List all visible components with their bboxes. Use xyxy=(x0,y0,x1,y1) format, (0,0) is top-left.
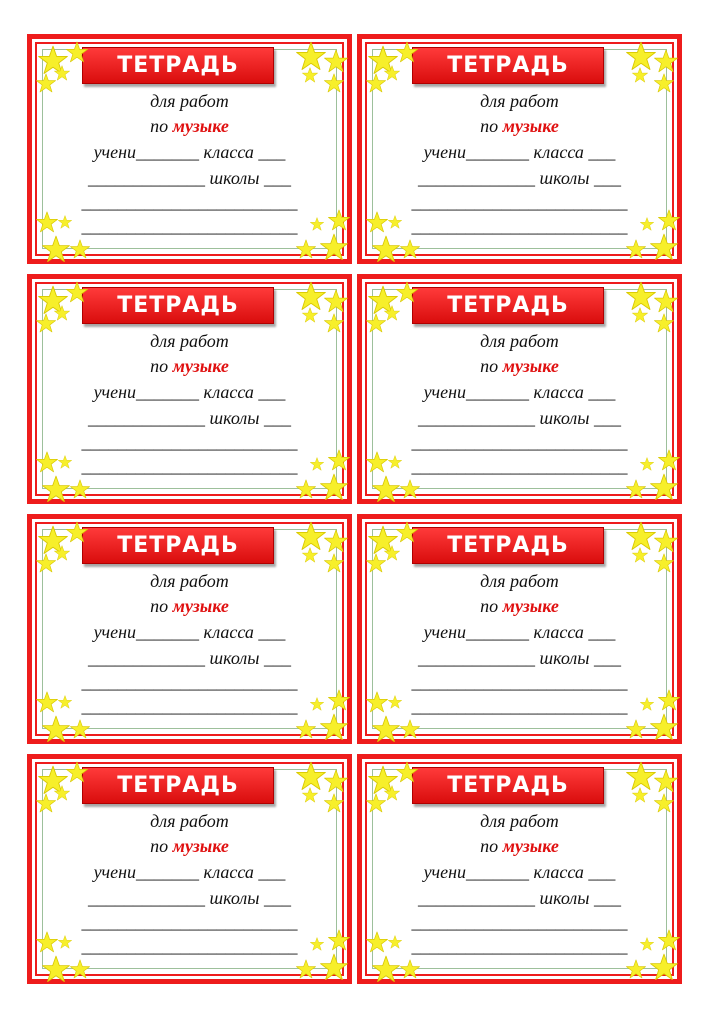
purpose-line: для работ xyxy=(150,331,229,351)
star-icon xyxy=(366,691,388,713)
name-line: ________________________ xyxy=(81,216,298,236)
star-icon xyxy=(302,67,318,83)
star-icon xyxy=(328,689,350,711)
star-icon xyxy=(320,233,348,261)
purpose-line: для работ xyxy=(150,571,229,591)
star-icon xyxy=(650,233,678,261)
star-icon xyxy=(388,455,402,469)
star-icon xyxy=(654,529,678,553)
title-banner xyxy=(412,527,604,564)
name-line: ________________________ xyxy=(411,192,628,212)
label-title: ТЕТРАДЬ xyxy=(117,53,239,78)
star-icon xyxy=(324,529,348,553)
star-icon xyxy=(324,769,348,793)
name-line: ________________________ xyxy=(411,912,628,932)
notebook-label xyxy=(357,754,682,984)
subject-name: музыке xyxy=(172,116,229,136)
star-icon xyxy=(640,937,654,951)
subject-line: по музыке xyxy=(150,836,229,856)
star-icon xyxy=(54,785,70,801)
star-icon xyxy=(328,929,350,951)
star-icon xyxy=(66,281,88,303)
star-icon xyxy=(654,553,674,573)
star-icon xyxy=(366,313,386,333)
school-line: _____________ школы ___ xyxy=(88,888,291,908)
star-icon xyxy=(396,761,418,783)
star-icon xyxy=(388,935,402,949)
subject-name: музыке xyxy=(502,596,559,616)
star-icon xyxy=(324,313,344,333)
star-icon xyxy=(366,211,388,233)
star-icon xyxy=(302,787,318,803)
label-title: ТЕТРАДЬ xyxy=(447,533,569,558)
star-icon xyxy=(632,787,648,803)
star-icon xyxy=(66,521,88,543)
school-line: _____________ школы ___ xyxy=(88,168,291,188)
star-icon xyxy=(70,719,90,739)
star-icon xyxy=(310,457,324,471)
school-line: _____________ школы ___ xyxy=(88,648,291,668)
star-icon xyxy=(302,547,318,563)
purpose-line: для работ xyxy=(150,811,229,831)
star-icon xyxy=(640,217,654,231)
title-banner xyxy=(82,767,274,804)
title-banner xyxy=(412,767,604,804)
school-line: _____________ школы ___ xyxy=(418,168,621,188)
star-icon xyxy=(366,73,386,93)
star-icon xyxy=(396,281,418,303)
star-icon xyxy=(42,235,70,263)
star-icon xyxy=(632,547,648,563)
star-icon xyxy=(42,715,70,743)
star-icon xyxy=(372,955,400,983)
star-icon xyxy=(654,313,674,333)
star-icon xyxy=(650,473,678,501)
star-icon xyxy=(396,41,418,63)
star-icon xyxy=(384,65,400,81)
star-icon xyxy=(366,931,388,953)
star-icon xyxy=(658,209,680,231)
subject-line: по музыке xyxy=(480,356,559,376)
school-line: _____________ школы ___ xyxy=(88,408,291,428)
star-icon xyxy=(654,793,674,813)
star-icon xyxy=(54,545,70,561)
star-icon xyxy=(324,289,348,313)
star-icon xyxy=(70,959,90,979)
star-icon xyxy=(384,545,400,561)
star-icon xyxy=(36,313,56,333)
notebook-label xyxy=(27,514,352,744)
student-class-line: учени_______ класса ___ xyxy=(423,382,616,402)
school-line: _____________ школы ___ xyxy=(418,408,621,428)
name-line: ________________________ xyxy=(81,912,298,932)
purpose-line: для работ xyxy=(480,331,559,351)
star-icon xyxy=(70,479,90,499)
student-class-line: учени_______ класса ___ xyxy=(93,862,286,882)
subject-line: по музыке xyxy=(480,836,559,856)
subject-name: музыке xyxy=(502,116,559,136)
star-icon xyxy=(324,49,348,73)
subject-line: по музыке xyxy=(480,596,559,616)
name-line: ________________________ xyxy=(411,216,628,236)
subject-line: по музыке xyxy=(480,116,559,136)
student-class-line: учени_______ класса ___ xyxy=(93,382,286,402)
star-icon xyxy=(384,785,400,801)
star-icon xyxy=(400,959,420,979)
star-icon xyxy=(310,217,324,231)
star-icon xyxy=(626,959,646,979)
name-line: ________________________ xyxy=(81,456,298,476)
star-icon xyxy=(328,449,350,471)
star-icon xyxy=(296,239,316,259)
star-icon xyxy=(36,73,56,93)
star-icon xyxy=(388,695,402,709)
star-icon xyxy=(372,475,400,503)
subject-name: музыке xyxy=(172,836,229,856)
name-line: ________________________ xyxy=(411,672,628,692)
subject-name: музыке xyxy=(172,356,229,376)
star-icon xyxy=(296,959,316,979)
label-title: ТЕТРАДЬ xyxy=(117,293,239,318)
star-icon xyxy=(366,793,386,813)
label-title: ТЕТРАДЬ xyxy=(447,53,569,78)
star-icon xyxy=(626,239,646,259)
star-icon xyxy=(36,931,58,953)
name-line: ________________________ xyxy=(81,192,298,212)
notebook-label xyxy=(357,34,682,264)
star-icon xyxy=(320,473,348,501)
label-title: ТЕТРАДЬ xyxy=(447,773,569,798)
star-icon xyxy=(310,697,324,711)
subject-line: по музыке xyxy=(150,116,229,136)
subject-name: музыке xyxy=(502,836,559,856)
star-icon xyxy=(324,73,344,93)
notebook-label xyxy=(357,514,682,744)
star-icon xyxy=(626,479,646,499)
label-title: ТЕТРАДЬ xyxy=(117,533,239,558)
title-banner xyxy=(412,287,604,324)
notebook-label xyxy=(27,34,352,264)
star-icon xyxy=(66,761,88,783)
student-class-line: учени_______ класса ___ xyxy=(423,142,616,162)
star-icon xyxy=(650,713,678,741)
star-icon xyxy=(388,215,402,229)
star-icon xyxy=(36,691,58,713)
school-line: _____________ школы ___ xyxy=(418,888,621,908)
star-icon xyxy=(320,953,348,981)
title-banner xyxy=(82,47,274,84)
star-icon xyxy=(654,49,678,73)
name-line: ________________________ xyxy=(411,696,628,716)
star-icon xyxy=(296,479,316,499)
notebook-label xyxy=(27,754,352,984)
subject-line: по музыке xyxy=(150,596,229,616)
label-title: ТЕТРАДЬ xyxy=(447,293,569,318)
star-icon xyxy=(42,475,70,503)
star-icon xyxy=(366,451,388,473)
star-icon xyxy=(324,793,344,813)
name-line: ________________________ xyxy=(411,456,628,476)
star-icon xyxy=(324,553,344,573)
star-icon xyxy=(54,65,70,81)
star-icon xyxy=(632,307,648,323)
purpose-line: для работ xyxy=(480,91,559,111)
notebook-label xyxy=(27,274,352,504)
purpose-line: для работ xyxy=(480,811,559,831)
star-icon xyxy=(58,215,72,229)
star-icon xyxy=(54,305,70,321)
student-class-line: учени_______ класса ___ xyxy=(93,622,286,642)
star-icon xyxy=(650,953,678,981)
star-icon xyxy=(654,73,674,93)
star-icon xyxy=(400,719,420,739)
star-icon xyxy=(58,455,72,469)
star-icon xyxy=(36,451,58,473)
star-icon xyxy=(372,235,400,263)
star-icon xyxy=(70,239,90,259)
star-icon xyxy=(310,937,324,951)
student-class-line: учени_______ класса ___ xyxy=(423,622,616,642)
title-banner xyxy=(82,287,274,324)
star-icon xyxy=(58,935,72,949)
name-line: ________________________ xyxy=(81,696,298,716)
star-icon xyxy=(632,67,648,83)
star-icon xyxy=(36,211,58,233)
name-line: ________________________ xyxy=(81,672,298,692)
star-icon xyxy=(372,715,400,743)
star-icon xyxy=(658,929,680,951)
student-class-line: учени_______ класса ___ xyxy=(93,142,286,162)
name-line: ________________________ xyxy=(81,936,298,956)
star-icon xyxy=(396,521,418,543)
notebook-label xyxy=(357,274,682,504)
star-icon xyxy=(328,209,350,231)
star-icon xyxy=(302,307,318,323)
star-icon xyxy=(384,305,400,321)
title-banner xyxy=(82,527,274,564)
name-line: ________________________ xyxy=(81,432,298,452)
purpose-line: для работ xyxy=(150,91,229,111)
star-icon xyxy=(658,689,680,711)
name-line: ________________________ xyxy=(411,432,628,452)
star-icon xyxy=(626,719,646,739)
star-icon xyxy=(296,719,316,739)
subject-line: по музыке xyxy=(150,356,229,376)
star-icon xyxy=(66,41,88,63)
name-line: ________________________ xyxy=(411,936,628,956)
star-icon xyxy=(640,697,654,711)
star-icon xyxy=(400,239,420,259)
star-icon xyxy=(36,793,56,813)
star-icon xyxy=(366,553,386,573)
star-icon xyxy=(42,955,70,983)
school-line: _____________ школы ___ xyxy=(418,648,621,668)
title-banner xyxy=(412,47,604,84)
star-icon xyxy=(36,553,56,573)
subject-name: музыке xyxy=(502,356,559,376)
star-icon xyxy=(654,289,678,313)
star-icon xyxy=(640,457,654,471)
star-icon xyxy=(658,449,680,471)
star-icon xyxy=(400,479,420,499)
label-title: ТЕТРАДЬ xyxy=(117,773,239,798)
star-icon xyxy=(320,713,348,741)
star-icon xyxy=(58,695,72,709)
subject-name: музыке xyxy=(172,596,229,616)
star-icon xyxy=(654,769,678,793)
purpose-line: для работ xyxy=(480,571,559,591)
student-class-line: учени_______ класса ___ xyxy=(423,862,616,882)
